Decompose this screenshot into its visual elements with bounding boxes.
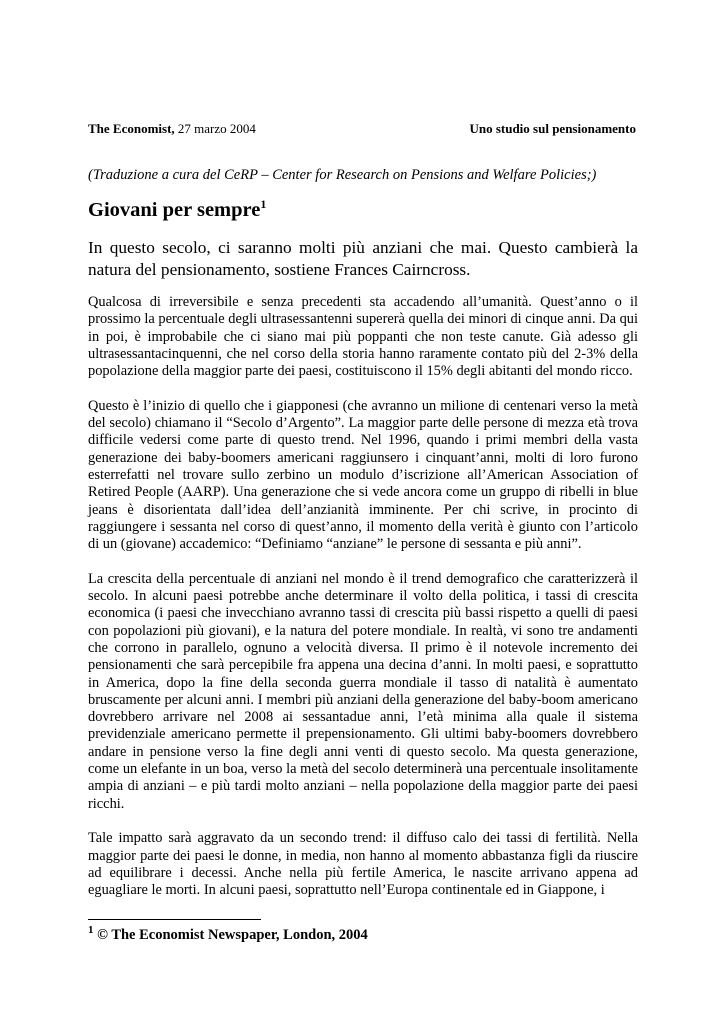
footnote-separator (88, 919, 261, 920)
paragraph-2: Questo è l’inizio di quello che i giapponesi (che avranno un milione di centenari verso la metà del secolo) chiamano il “Secolo d’Argento”. La maggior parte delle persone di mezza età trova difficile vedersi come parte di questo trend. Nel 1996, quando i primi membri della vasta generazione dei baby-boomers americani raggiunsero i cinquant’anni, molti di loro furono esterrefatti nel trovare sullo zerbino un modulo d’iscrizione all’American Association of Retired People (AARP). Una generazione che si vede ancora come un gruppo di ribelli in blue jeans è disorientata dall’idea dell’anzianità imminente. Per chi scrive, in procinto di raggiungere i sessanta nel corso di quest’anno, il momento della verità è giunto con l’articolo di un (giovane) accademico: “Definiamo “anziane” le persone di sessanta e più anni”. (88, 397, 638, 553)
article-title-text: Giovani per sempre (88, 199, 261, 221)
paragraph-1: Qualcosa di irreversibile e senza precedenti sta accadendo all’umanità. Quest’anno o il prossimo la percentuale degli ultrasessantenni supererà quella dei minori di cinque anni. Da qui in poi, è improbabile che ci siano mai più poppanti che non teste canute. Già adesso gli ultrasessantacinquenni, che nel corso della storia hanno raramente contato più del 2-3% della popolazione della maggior parte dei paesi, costituiscono il 15% degli abitanti del mondo ricco. (88, 294, 638, 380)
footnote (88, 924, 368, 944)
article-title (88, 199, 266, 222)
publication-date: 27 marzo 2004 (174, 121, 256, 136)
header-source (88, 121, 256, 137)
publication-name: The Economist, (88, 121, 175, 136)
paragraph-4: Tale impatto sarà aggravato da un secondo trend: il diffuso calo dei tassi di fertilità. Nella maggior parte dei paesi le donne, in media, non hanno al momento abbastanza figli da riuscire ad equilibrare i decessi. Anche nella più fertile America, le nascite arrivano appena ad eguagliare le morti. In alcuni paesi, soprattutto nell’Europa continentale ed in Giappone, i (88, 830, 638, 899)
translation-note: (Traduzione a cura del CeRP – Center for Research on Pensions and Welfare Policies;) (88, 167, 597, 183)
footnote-mark: 1 (88, 924, 94, 937)
title-footnote-mark: 1 (260, 197, 267, 212)
footnote-text: © The Economist Newspaper, London, 2004 (93, 927, 368, 943)
article-body (88, 294, 638, 899)
header-section: Uno studio sul pensionamento (469, 121, 636, 136)
article-subtitle: In questo secolo, ci saranno molti più anziani che mai. Questo cambierà la natura del pensionamento, sostiene Frances Cairncross. (88, 238, 638, 279)
running-header (88, 121, 636, 139)
paragraph-3: La crescita della percentuale di anziani nel mondo è il trend demografico che caratterizzerà il secolo. In alcuni paesi potrebbe anche determinare il volto della politica, i tassi di crescita economica (i paesi che invecchiano avranno tassi di crescita più bassi rispetto a quelli di paesi con popolazioni più giovani), e la natura del potere mondiale. In realtà, vi sono tre andamenti che corrono in parallelo, ognuno a velocità diversa. Il primo è il notevole incremento dei pensionamenti che sarà percepibile fra appena una decina d’anni. In molti paesi, e soprattutto in America, dopo la fine della seconda guerra mondiale il tasso di natalità è aumentato bruscamente per alcuni anni. I membri più anziani della generazione del baby-boom americano dovrebbero arrivare nel 2008 ai sessantadue anni, l’età minima alla quale il sistema previdenziale americano permette il prepensionamento. Gli ultimi baby-boomers dovrebbero andare in pensione verso la fine degli anni venti di questo secolo. Ma questa generazione, come un elefante in un boa, verso la metà del secolo determinerà una percentuale insolitamente ampia di anziani – e più tardi molto anziani – nella popolazione della maggior parte dei paesi ricchi. (88, 570, 638, 812)
